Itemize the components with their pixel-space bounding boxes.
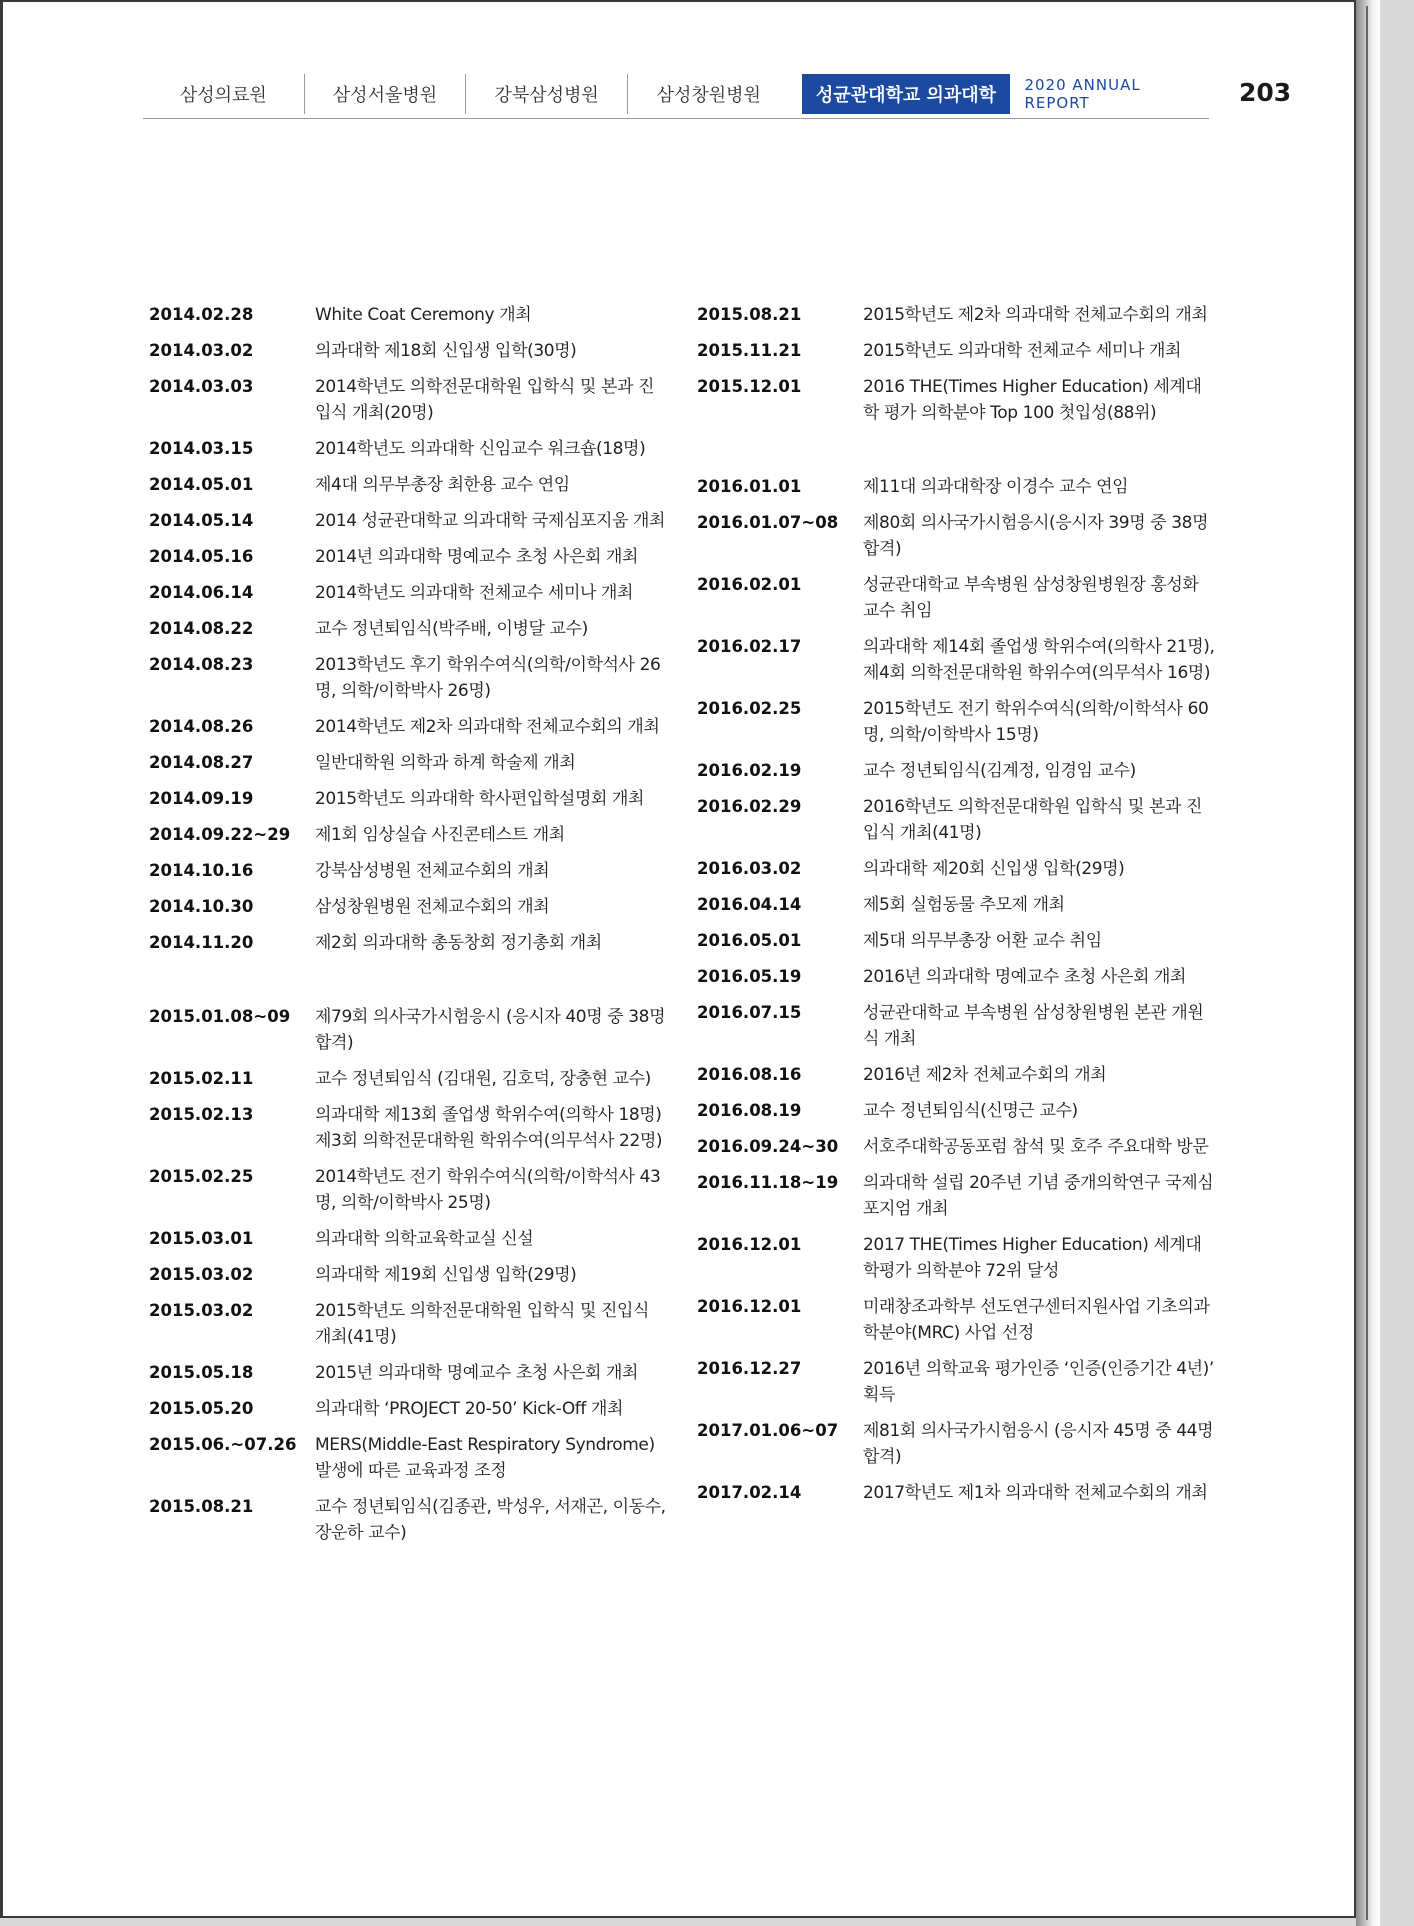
timeline-entry — [697, 510, 1217, 562]
entry-desc: 2015학년도 의과대학 학사편입학설명회 개최 — [315, 789, 645, 809]
timeline-entry — [697, 302, 1217, 328]
page-edge-line — [1366, 6, 1368, 1920]
entry-desc: 교수 정년퇴임식(김계정, 임경임 교수) — [863, 761, 1136, 781]
header-nav — [143, 74, 1209, 119]
timeline-entry — [149, 1164, 669, 1216]
nav-item-samsung-medical[interactable]: 삼성의료원 — [143, 74, 305, 114]
entry-desc: 2017 THE(Times Higher Education) 세계대학평가 의학분야 72위 달성 — [863, 1235, 1202, 1281]
entry-date: 2015.12.01 — [697, 377, 802, 396]
entry-desc: 2015학년도 제2차 의과대학 전체교수회의 개최 — [863, 305, 1208, 325]
timeline-entry — [149, 1262, 669, 1288]
entry-date: 2016.08.19 — [697, 1101, 802, 1120]
entry-desc: 2014 성균관대학교 의과대학 국제심포지움 개최 — [315, 511, 666, 531]
entry-desc: 의과대학 의학교육학교실 신설 — [315, 1229, 534, 1249]
entry-desc: 제5대 의무부총장 어환 교수 취임 — [863, 931, 1102, 951]
timeline-entry — [697, 1170, 1217, 1222]
timeline-entry — [697, 1000, 1217, 1052]
timeline-entry — [697, 794, 1217, 846]
timeline-entry — [697, 856, 1217, 882]
entry-date: 2016.02.01 — [697, 575, 802, 594]
entry-date: 2016.01.07~08 — [697, 513, 839, 532]
entry-date: 2016.04.14 — [697, 895, 802, 914]
entry-date: 2015.06.~07.26 — [149, 1435, 297, 1454]
entry-date: 2016.05.19 — [697, 967, 802, 986]
entry-desc: 2016 THE(Times Higher Education) 세계대학 평가 의학분야 Top 100 첫입성(88위) — [863, 377, 1202, 423]
timeline-entry — [149, 1102, 669, 1154]
entry-desc: 의과대학 제14회 졸업생 학위수여(의학사 21명), 제4회 의학전문대학원 학위수여(의무석사 16명) — [863, 637, 1215, 683]
entry-date: 2015.01.08~09 — [149, 1007, 291, 1026]
entry-desc: White Coat Ceremony 개최 — [315, 305, 532, 325]
entry-date: 2016.12.27 — [697, 1359, 802, 1378]
entry-desc: 제79회 의사국가시험응시 (응시자 40명 중 38명 합격) — [315, 1007, 666, 1053]
entry-date: 2015.02.11 — [149, 1069, 254, 1088]
entry-date: 2015.05.20 — [149, 1399, 254, 1418]
entry-desc: 의과대학 제19회 신입생 입학(29명) — [315, 1265, 577, 1285]
timeline-entry — [697, 1098, 1217, 1124]
nav-item-samsung-changwon[interactable]: 삼성창원병원 — [656, 85, 761, 106]
timeline-left-column — [149, 302, 669, 1556]
entry-date: 2014.05.16 — [149, 547, 254, 566]
entry-desc: 의과대학 제13회 졸업생 학위수여(의학사 18명) 제3회 의학전문대학원 학위수여(의무석사 22명) — [315, 1105, 663, 1151]
entry-date: 2015.02.13 — [149, 1105, 254, 1124]
nav-item-kangbuk-samsung[interactable]: 강북삼성병원 — [466, 74, 628, 114]
spacer — [149, 966, 669, 1004]
entry-date: 2017.01.06~07 — [697, 1421, 839, 1440]
entry-date: 2014.09.22~29 — [149, 825, 291, 844]
entry-desc: 교수 정년퇴임식(김종관, 박성우, 서재곤, 이동수, 장운하 교수) — [315, 1497, 666, 1543]
entry-desc: 2014학년도 의학전문대학원 입학식 및 본과 진입식 개최(20명) — [315, 377, 655, 423]
entry-desc: 2014학년도 의과대학 신임교수 워크숍(18명) — [315, 439, 646, 459]
entry-date: 2015.05.18 — [149, 1363, 254, 1382]
entry-date: 2014.02.28 — [149, 305, 254, 324]
entry-desc: 제81회 의사국가시험응시 (응시자 45명 중 44명 합격) — [863, 1421, 1214, 1467]
timeline-entry — [697, 634, 1217, 686]
entry-date: 2015.11.21 — [697, 341, 802, 360]
entry-date: 2015.03.02 — [149, 1265, 254, 1284]
entry-desc: 제1회 임상실습 사진콘테스트 개최 — [315, 825, 565, 845]
entry-desc: 제2회 의과대학 총동창회 정기총회 개최 — [315, 933, 602, 953]
entry-date: 2014.11.20 — [149, 933, 254, 952]
entry-date: 2014.08.26 — [149, 717, 254, 736]
entry-date: 2014.03.02 — [149, 341, 254, 360]
timeline-entry — [149, 1396, 669, 1422]
entry-date: 2016.11.18~19 — [697, 1173, 839, 1192]
timeline-entry — [149, 436, 669, 462]
entry-date: 2014.10.16 — [149, 861, 254, 880]
entry-desc: 일반대학원 의학과 하계 학술제 개최 — [315, 753, 576, 773]
timeline-entry — [697, 928, 1217, 954]
nav-item-samsung-seoul[interactable]: 삼성서울병원 — [305, 74, 467, 114]
timeline-entry — [149, 786, 669, 812]
entry-desc: 교수 정년퇴임식(신명근 교수) — [863, 1101, 1078, 1121]
entry-desc: 2015학년도 전기 학위수여식(의학/이학석사 60명, 의학/이학박사 15명) — [863, 699, 1209, 745]
entry-date: 2016.02.19 — [697, 761, 802, 780]
timeline-entry — [149, 1066, 669, 1092]
timeline-entry — [149, 472, 669, 498]
timeline-entry — [697, 572, 1217, 624]
entry-desc: 2014학년도 의과대학 전체교수 세미나 개최 — [315, 583, 634, 603]
entry-desc: 제5회 실험동물 추모제 개최 — [863, 895, 1065, 915]
timeline-entry — [697, 338, 1217, 364]
entry-desc: 성균관대학교 부속병원 삼성창원병원 본관 개원식 개최 — [863, 1003, 1204, 1049]
entry-date: 2014.08.22 — [149, 619, 254, 638]
timeline-right-column — [697, 302, 1217, 1516]
entry-desc: 교수 정년퇴임식(박주배, 이병달 교수) — [315, 619, 588, 639]
timeline-entry — [149, 750, 669, 776]
entry-date: 2014.09.19 — [149, 789, 254, 808]
entry-date: 2016.01.01 — [697, 477, 802, 496]
timeline-entry — [149, 580, 669, 606]
entry-date: 2016.12.01 — [697, 1235, 802, 1254]
entry-date: 2016.02.25 — [697, 699, 802, 718]
entry-desc: MERS(Middle-East Respiratory Syndrome) 발생에 따른 교육과정 조정 — [315, 1435, 655, 1481]
timeline-entry — [697, 1294, 1217, 1346]
entry-desc: 서호주대학공동포럼 참석 및 호주 주요대학 방문 — [863, 1137, 1209, 1157]
entry-desc: 의과대학 설립 20주년 기념 중개의학연구 국제심포지엄 개최 — [863, 1173, 1214, 1219]
timeline-entry — [149, 894, 669, 920]
timeline-entry — [149, 1494, 669, 1546]
entry-date: 2016.12.01 — [697, 1297, 802, 1316]
entry-desc: 삼성창원병원 전체교수회의 개최 — [315, 897, 550, 917]
timeline-entry — [149, 930, 669, 956]
entry-date: 2014.06.14 — [149, 583, 254, 602]
page-edge-shadow — [1356, 0, 1380, 1926]
entry-date: 2016.07.15 — [697, 1003, 802, 1022]
entry-desc: 제11대 의과대학장 이경수 교수 연임 — [863, 477, 1129, 497]
entry-date: 2014.08.23 — [149, 655, 254, 674]
entry-date: 2015.03.02 — [149, 1301, 254, 1320]
timeline-entry — [149, 1360, 669, 1386]
entry-desc: 의과대학 제18회 신입생 입학(30명) — [315, 341, 577, 361]
entry-desc: 2015년 의과대학 명예교수 초청 사은회 개최 — [315, 1363, 639, 1383]
entry-desc: 제4대 의무부총장 최한용 교수 연임 — [315, 475, 570, 495]
entry-desc: 2016년 의학교육 평가인증 ‘인증(인증기간 4년)’ 획득 — [863, 1359, 1214, 1405]
timeline-entry — [697, 964, 1217, 990]
timeline-entry — [697, 1062, 1217, 1088]
timeline-entry — [149, 1226, 669, 1252]
entry-date: 2015.08.21 — [149, 1497, 254, 1516]
timeline-entry — [149, 858, 669, 884]
timeline-entry — [697, 1232, 1217, 1284]
entry-date: 2016.09.24~30 — [697, 1137, 839, 1156]
timeline-entry — [149, 508, 669, 534]
timeline-entry — [149, 1432, 669, 1484]
entry-desc: 2016년 의과대학 명예교수 초청 사은회 개최 — [863, 967, 1187, 987]
nav-item-skku-medicine[interactable]: 성균관대학교 의과대학 — [802, 74, 1011, 114]
timeline-entry — [697, 1356, 1217, 1408]
entry-date: 2016.08.16 — [697, 1065, 802, 1084]
entry-date: 2014.03.15 — [149, 439, 254, 458]
entry-date: 2014.05.14 — [149, 511, 254, 530]
timeline-entry — [697, 758, 1217, 784]
entry-date: 2016.05.01 — [697, 931, 802, 950]
entry-desc: 의과대학 제20회 신입생 입학(29명) — [863, 859, 1125, 879]
timeline-entry — [149, 714, 669, 740]
timeline-entry — [697, 892, 1217, 918]
entry-desc: 강북삼성병원 전체교수회의 개최 — [315, 861, 550, 881]
entry-desc: 2016년 제2차 전체교수회의 개최 — [863, 1065, 1107, 1085]
entry-desc: 2014학년도 전기 학위수여식(의학/이학석사 43명, 의학/이학박사 25명) — [315, 1167, 661, 1213]
entry-date: 2015.02.25 — [149, 1167, 254, 1186]
entry-date: 2014.03.03 — [149, 377, 254, 396]
entry-desc: 제80회 의사국가시험응시(응시자 39명 중 38명 합격) — [863, 513, 1209, 559]
timeline-entry — [697, 1480, 1217, 1506]
timeline-entry — [697, 696, 1217, 748]
entry-date: 2017.02.14 — [697, 1483, 802, 1502]
entry-date: 2014.10.30 — [149, 897, 254, 916]
entry-desc: 2013학년도 후기 학위수여식(의학/이학석사 26명, 의학/이학박사 26명) — [315, 655, 661, 701]
entry-desc: 미래창조과학부 선도연구센터지원사업 기초의과학분야(MRC) 사업 선정 — [863, 1297, 1210, 1343]
timeline-entry — [149, 302, 669, 328]
timeline-entry — [149, 1004, 669, 1056]
entry-date: 2016.02.17 — [697, 637, 802, 656]
timeline-entry — [697, 374, 1217, 426]
timeline-entry — [149, 616, 669, 642]
timeline-entry — [149, 338, 669, 364]
timeline-entry — [149, 822, 669, 848]
timeline-entry — [697, 1418, 1217, 1470]
entry-date: 2014.08.27 — [149, 753, 254, 772]
entry-desc: 2015학년도 의과대학 전체교수 세미나 개최 — [863, 341, 1182, 361]
report-title: 2020 ANNUAL REPORT — [1024, 76, 1141, 112]
entry-date: 2016.02.29 — [697, 797, 802, 816]
timeline-entry — [149, 652, 669, 704]
entry-desc: 성균관대학교 부속병원 삼성창원병원장 홍성화 교수 취임 — [863, 575, 1199, 621]
timeline-entry — [697, 474, 1217, 500]
timeline-entry — [149, 374, 669, 426]
entry-date: 2015.08.21 — [697, 305, 802, 324]
entry-date: 2016.03.02 — [697, 859, 802, 878]
spacer — [697, 436, 1217, 474]
entry-desc: 교수 정년퇴임식 (김대원, 김호덕, 장충현 교수) — [315, 1069, 651, 1089]
page-number: 203 — [1239, 78, 1292, 107]
timeline-entry — [149, 544, 669, 570]
entry-date: 2015.03.01 — [149, 1229, 254, 1248]
timeline-entry — [697, 1134, 1217, 1160]
entry-desc: 2014학년도 제2차 의과대학 전체교수회의 개최 — [315, 717, 660, 737]
entry-desc: 2017학년도 제1차 의과대학 전체교수회의 개최 — [863, 1483, 1208, 1503]
timeline-entry — [149, 1298, 669, 1350]
entry-desc: 의과대학 ‘PROJECT 20-50’ Kick-Off 개최 — [315, 1399, 624, 1419]
entry-desc: 2015학년도 의학전문대학원 입학식 및 진입식 개최(41명) — [315, 1301, 650, 1347]
entry-desc: 2016학년도 의학전문대학원 입학식 및 본과 진입식 개최(41명) — [863, 797, 1203, 843]
entry-desc: 2014년 의과대학 명예교수 초청 사은회 개최 — [315, 547, 639, 567]
entry-date: 2014.05.01 — [149, 475, 254, 494]
